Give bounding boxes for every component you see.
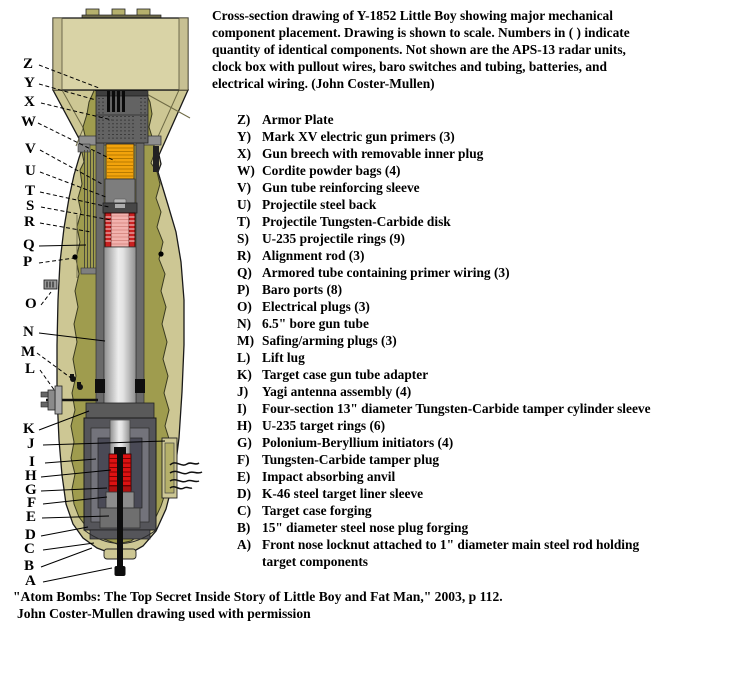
legend-letter: C) <box>237 503 252 518</box>
diagram-letter-k: K <box>23 421 35 437</box>
legend-label: Cordite powder bags (4) <box>262 163 401 178</box>
legend-letter: G) <box>237 435 252 450</box>
diagram-letter-s: S <box>26 198 35 214</box>
diagram-letter-x: X <box>24 94 35 110</box>
diagram-letter-r: R <box>24 214 35 230</box>
legend-label: Projectile Tungsten-Carbide disk <box>262 214 451 229</box>
legend-letter: R) <box>237 248 252 263</box>
right-ledge <box>153 146 159 172</box>
legend-item <box>237 264 733 281</box>
diagram-letter-b: B <box>24 558 35 574</box>
legend-letter: V) <box>237 180 252 195</box>
legend-label: Projectile steel back <box>262 197 377 212</box>
legend-letter: N) <box>237 316 252 331</box>
disk-notch <box>115 204 125 208</box>
legend-letter: A) <box>237 537 252 552</box>
caption-line: Cross-section drawing of Y-1852 Little Boy showing major mechanical <box>212 8 613 23</box>
legend-label: Four-section 13" diameter Tungsten-Carbide tamper cylinder sleeve <box>262 401 651 416</box>
legend-item <box>237 145 733 162</box>
legend-item <box>237 247 733 264</box>
citation <box>13 588 503 622</box>
legend-letter: B) <box>237 520 251 535</box>
legend-item <box>237 536 733 570</box>
legend-letter: D) <box>237 486 252 501</box>
legend-letter: I) <box>237 401 247 416</box>
diagram-letter-g: G <box>25 482 37 498</box>
gun-breech <box>96 88 148 143</box>
legend-list <box>237 111 733 570</box>
diagram-letter-w: W <box>21 114 36 130</box>
legend-label <box>262 536 733 570</box>
legend-label-line1: Front nose locknut attached to 1" diameter main steel rod holding <box>262 537 640 552</box>
diagram-letter-c: C <box>24 541 35 557</box>
legend-label: Baro ports (8) <box>262 282 343 297</box>
legend-item <box>237 519 733 536</box>
diagram-letter-u: U <box>25 163 36 179</box>
legend-label: U-235 projectile rings (9) <box>262 231 405 246</box>
legend-label: Gun tube reinforcing sleeve <box>262 180 420 195</box>
legend-item <box>237 468 733 485</box>
diagram-letter-o: O <box>25 296 37 312</box>
legend-letter: F) <box>237 452 250 467</box>
legend-item <box>237 111 733 128</box>
diagram-letter-e: E <box>26 509 37 525</box>
u235-projectile-rings <box>105 213 135 247</box>
legend-letter: K) <box>237 367 252 382</box>
diagram-letter-y: Y <box>24 75 35 91</box>
baro-port <box>72 254 77 259</box>
legend-label: Gun breech with removable inner plug <box>262 146 484 161</box>
diagram-letter-v: V <box>25 141 36 157</box>
legend-letter: Y) <box>237 129 252 144</box>
legend-item <box>237 332 733 349</box>
legend-item <box>237 128 733 145</box>
legend-label: Target case forging <box>262 503 372 518</box>
legend-letter: S) <box>237 231 249 246</box>
legend-item <box>237 213 733 230</box>
legend-label: Lift lug <box>262 350 305 365</box>
legend-label: Polonium-Beryllium initiators (4) <box>262 435 454 450</box>
legend-letter: W) <box>237 163 255 178</box>
legend-letter: O) <box>237 299 252 314</box>
legend-item <box>237 383 733 400</box>
gun-tube-wall-left <box>96 143 104 405</box>
diagram-letter-t: T <box>25 183 36 199</box>
legend-item <box>237 485 733 502</box>
adapter-block-left <box>95 379 105 393</box>
legend-letter: P) <box>237 282 250 297</box>
legend-item <box>237 366 733 383</box>
legend-label: Mark XV electric gun primers (3) <box>262 129 455 144</box>
caption-line: quantity of identical components. Not shown are the APS-13 radar units, <box>212 42 626 57</box>
adapter-block-right <box>135 379 145 393</box>
legend-item <box>237 349 733 366</box>
diagram-letter-d: D <box>25 527 36 543</box>
legend-label: Impact absorbing anvil <box>262 469 396 484</box>
legend-item <box>237 196 733 213</box>
legend-item <box>237 298 733 315</box>
legend-letter: L) <box>237 350 251 365</box>
legend-item <box>237 230 733 247</box>
caption-line: component placement. Drawing is shown to scale. Numbers in ( ) indicate <box>212 25 630 40</box>
legend-item <box>237 179 733 196</box>
citation-line-2: John Coster-Mullen drawing used with permission <box>17 606 311 621</box>
legend-label: Armored tube containing primer wiring (3) <box>262 265 510 280</box>
legend-letter: E) <box>237 469 251 484</box>
legend-item <box>237 502 733 519</box>
legend-label: Yagi antenna assembly (4) <box>262 384 412 399</box>
baro-port <box>158 251 163 256</box>
diagram-letter-j: J <box>27 436 35 452</box>
yagi-antenna-assembly <box>162 438 202 498</box>
gun-tube-wall-right <box>136 143 144 405</box>
caption-line: clock box with pullout wires, baro switches and tubing, batteries, and <box>212 59 607 74</box>
legend-item <box>237 400 733 417</box>
legend-label-line2: target components <box>262 554 368 569</box>
legend-label: Tungsten-Carbide tamper plug <box>262 452 440 467</box>
legend-letter: Q) <box>237 265 252 280</box>
diagram-letter-f: F <box>27 495 37 511</box>
legend-item <box>237 434 733 451</box>
legend-letter: H) <box>237 418 252 433</box>
electrical-plug <box>44 280 57 289</box>
legend-item <box>237 451 733 468</box>
legend-item <box>237 162 733 179</box>
diagram-letter-n: N <box>23 324 34 340</box>
caption-paragraph <box>212 7 732 92</box>
legend-letter: J) <box>237 384 249 399</box>
legend-letter: T) <box>237 214 251 229</box>
legend-label: Electrical plugs (3) <box>262 299 370 314</box>
legend-label: 15" diameter steel nose plug forging <box>262 520 469 535</box>
diagram-letter-l: L <box>25 361 36 377</box>
diagram-letter-z: Z <box>23 56 34 72</box>
legend-item <box>237 281 733 298</box>
legend-label: Safing/arming plugs (3) <box>262 333 397 348</box>
legend-letter: X) <box>237 146 252 161</box>
legend-item <box>237 417 733 434</box>
diagram-letter-h: H <box>25 468 37 484</box>
legend-letter: U) <box>237 197 252 212</box>
diagram-letter-a: A <box>25 573 36 589</box>
legend-label: 6.5" bore gun tube <box>262 316 369 331</box>
legend-label: Target case gun tube adapter <box>262 367 429 382</box>
diagram-letter-q: Q <box>23 237 35 253</box>
diagram-letter-m: M <box>21 344 36 360</box>
legend-label: U-235 target rings (6) <box>262 418 386 433</box>
diagram-letter-i: I <box>29 454 35 470</box>
caption-line: electrical wiring. (John Coster-Mullen) <box>212 76 435 91</box>
citation-line-1: "Atom Bombs: The Top Secret Inside Story of Little Boy and Fat Man," 2003, p 112. <box>13 589 503 604</box>
diagram-letter-p: P <box>23 254 33 270</box>
legend-letter: M) <box>237 333 255 348</box>
front-nose-locknut <box>115 566 126 576</box>
cordite-powder-bags <box>106 144 134 179</box>
legend-letter: Z) <box>237 112 251 127</box>
primer-tube-cap <box>81 268 97 274</box>
legend-label: K-46 steel target liner sleeve <box>262 486 424 501</box>
legend-label: Armor Plate <box>262 112 334 127</box>
legend-item <box>237 315 733 332</box>
legend-label: Alignment rod (3) <box>262 248 365 263</box>
gun-tube <box>104 247 136 425</box>
